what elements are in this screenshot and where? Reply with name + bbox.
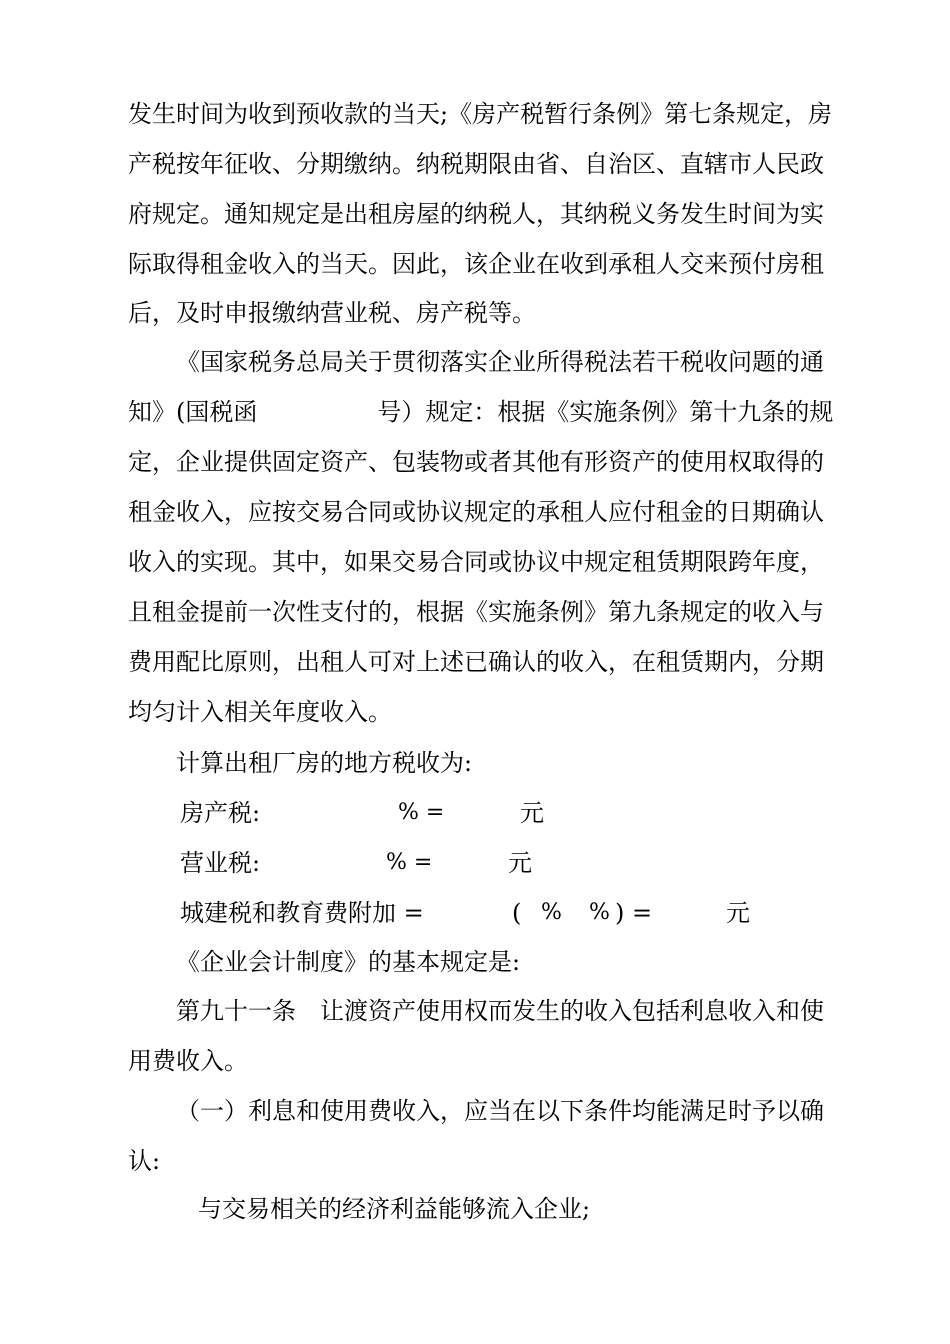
paragraph-1-line-1: 发生时间为收到预收款的当天;《房产税暂行条例》第七条规定，房 xyxy=(128,100,833,128)
paragraph-2-line-2: 知》(国税函 号）规定：根据《实施条例》第十九条的规 xyxy=(128,398,834,426)
paragraph-2-line-4: 租金收入，应按交易合同或协议规定的承租人应付租金的日期确认 xyxy=(128,498,824,526)
surcharge-close-paren: ) = xyxy=(615,899,653,927)
surcharge-percent-1: % xyxy=(541,900,562,925)
paragraph-2-line-3: 定，企业提供固定资产、包装物或者其他有形资产的使用权取得的 xyxy=(128,448,824,476)
local-tax-intro: 计算出租厂房的地方税收为: xyxy=(176,749,473,777)
paragraph-2-line-1: 《国家税务总局关于贯彻落实企业所得税法若干税收问题的通 xyxy=(176,348,824,376)
paragraph-1-line-3: 府规定。通知规定是出租房屋的纳税人，其纳税义务发生时间为实 xyxy=(128,200,824,228)
surcharge-open-paren: ( xyxy=(512,899,522,927)
paragraph-2-line-7: 费用配比原则，出租人可对上述已确认的收入，在租赁期内，分期 xyxy=(128,648,824,676)
surcharge-percent-2: % xyxy=(589,900,610,925)
business-tax-unit: 元 xyxy=(508,849,532,877)
paragraph-1-line-2: 产税按年征收、分期缴纳。纳税期限由省、自治区、直辖市人民政 xyxy=(128,150,824,178)
property-tax-percent: % = xyxy=(398,800,445,825)
accounting-system-intro: 《企业会计制度》的基本规定是: xyxy=(176,948,521,976)
paragraph-2-line-8: 均匀计入相关年度收入。 xyxy=(128,698,392,726)
paragraph-1-line-4: 际取得租金收入的当天。因此，该企业在收到承租人交来预付房租 xyxy=(128,250,824,278)
article-91-line-1: 第九十一条 让渡资产使用权而发生的收入包括利息收入和使 xyxy=(176,997,824,1025)
condition-item: 与交易相关的经济利益能够流入企业; xyxy=(198,1195,591,1223)
clause-1-line-2: 认: xyxy=(128,1147,161,1175)
paragraph-1-line-5: 后，及时申报缴纳营业税、房产税等。 xyxy=(128,299,536,327)
business-tax-percent: % = xyxy=(386,850,433,875)
property-tax-label: 房产税: xyxy=(180,799,261,827)
business-tax-label: 营业税: xyxy=(180,849,261,877)
surcharge-unit: 元 xyxy=(726,899,750,927)
paragraph-2-line-5: 收入的实现。其中，如果交易合同或协议中规定租赁期限跨年度， xyxy=(128,548,824,576)
clause-1-line-1: （一）利息和使用费收入，应当在以下条件均能满足时予以确 xyxy=(176,1097,824,1125)
paragraph-2-line-6: 且租金提前一次性支付的，根据《实施条例》第九条规定的收入与 xyxy=(128,598,824,626)
surcharge-label: 城建税和教育费附加 = xyxy=(180,899,424,927)
property-tax-unit: 元 xyxy=(520,799,544,827)
article-91-line-2: 用费收入。 xyxy=(128,1047,248,1075)
